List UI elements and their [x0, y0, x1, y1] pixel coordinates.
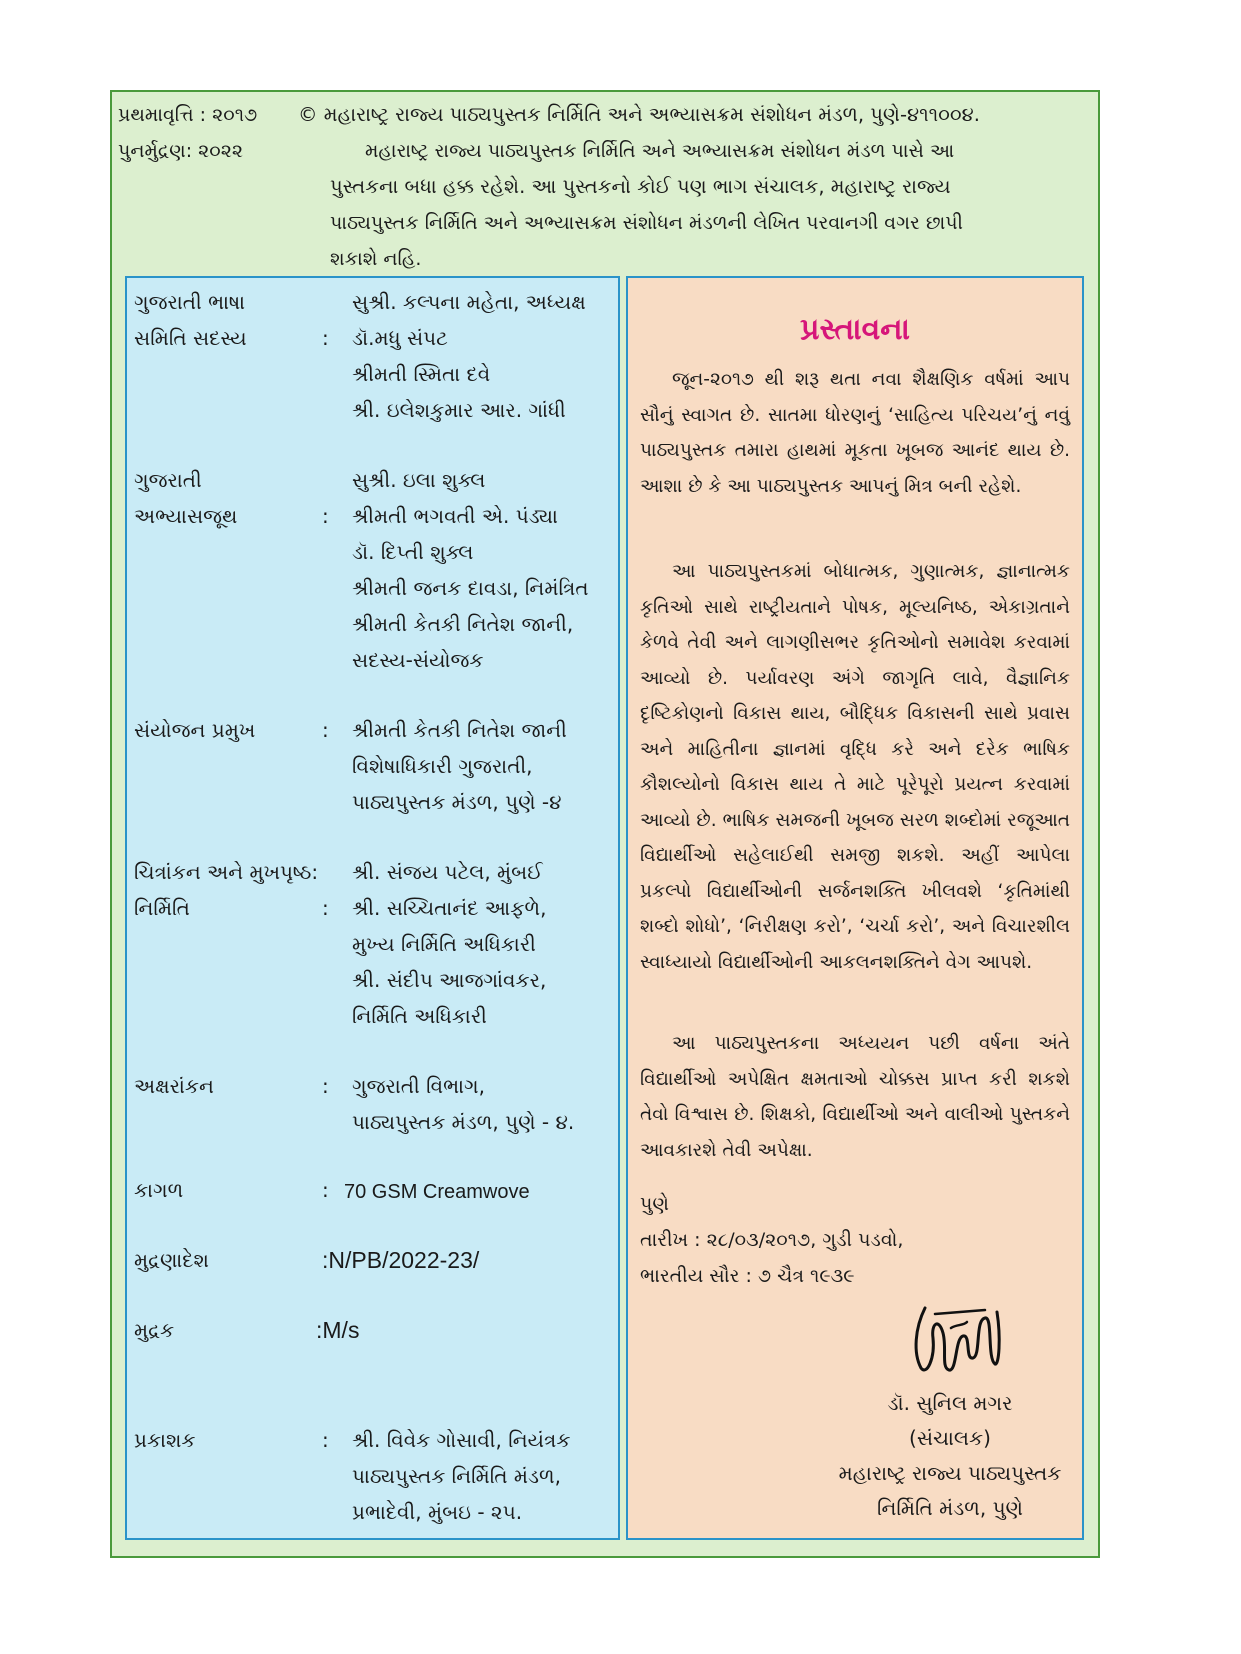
committee-member: શ્રીમતી સ્મિતા દવે [352, 362, 491, 386]
preface-title: પ્રસ્તાવના [800, 312, 910, 347]
typesetting-label: અક્ષરાંકન [134, 1074, 214, 1098]
committee-member: ડૉ.મધુ સંપટ [352, 326, 448, 350]
reprint-label: પુનર્મુદ્રણ: ૨૦૨૨ [118, 140, 244, 162]
signature-image [905, 1298, 1005, 1380]
illustration-label-1: ચિત્રાંકન અને મુખપૃષ્ઠ: [134, 860, 319, 884]
preface-place: પુણે [640, 1193, 669, 1215]
committee-label-1: ગુજરાતી ભાષા [134, 290, 246, 314]
study-group-label-2: અભ્યાસજૂથ [134, 504, 238, 528]
illustration-line: શ્રી. સચ્ચિતાનંદ આફળે, [352, 896, 547, 920]
signatory-role: (સંચાલક) [909, 1426, 991, 1450]
preface-saka-date: ભારતીય સૌર : ૭ ચૈત્ર ૧૯૩૯ [640, 1265, 855, 1287]
study-group-member: શ્રીમતી જનક દાવડા, નિમંત્રિત [352, 576, 589, 600]
typesetting-line: પાઠ્યપુસ્તક મંડળ, પુણે - ૪. [352, 1110, 575, 1134]
study-group-member: સદસ્ય-સંયોજક [352, 648, 484, 672]
preface-paragraph: આ પાઠ્યપુસ્તકમાં બોધાત્મક, ગુણાત્મક, જ્ઞાનાત્મક કૃતિઓ સાથે રાષ્ટ્રીયતાને પોષક, મૂલ્યનિષ્ઠ, એકાગ્રતાને કેળવે તેવી અને લાગણીસભર કૃતિઓનો સમાવેશ કરવામાં આવ્યો છે. પર્યાવરણ અંગે જાગૃતિ લાવે, વૈજ્ઞાનિક દૃષ્ટિકોણનો વિકાસ થાય, બૌદ્ધિક વિકાસની સાથે પ્રવાસ અને માહિતીના જ્ઞાનમાં વૃદ્ધિ કરે અને દરેક ભાષિક કૌશલ્યોનો વિકાસ થાય તે માટે પૂરેપૂરો પ્રયત્ન કરવામાં આવ્યો છે. ભાષિક સમજની ખૂબજ સરળ શબ્દોમાં રજૂઆત વિદ્યાર્થીઓ સહેલાઈથી સમજી શકશે. અહીં આપેલા પ્રકલ્પો વિદ્યાર્થીઓની સર્જનશક્તિ ખીલવશે ‘કૃતિમાંથી શબ્દો શોધો’, ‘નિરીક્ષણ કરો’, ‘ચર્ચા કરો’, અને વિચારશીલ સ્વાધ્યાયો વિદ્યાર્થીઓની આકલનશક્તિને વેગ આપશે. [640, 561, 1070, 973]
illustration-line: મુખ્ય નિર્મિતિ અધિકારી [352, 932, 536, 956]
rights-line-4: શકાશે નહિ. [330, 248, 422, 270]
illustration-line: શ્રી. સંજય પટેલ, મુંબઈ [352, 860, 543, 884]
study-group-member: સુશ્રી. ઇલા શુક્લ [352, 468, 486, 492]
study-group-label-1: ગુજરાતી [134, 468, 202, 492]
coordinator-label: સંયોજન પ્રમુખ [134, 718, 256, 742]
publisher-line: શ્રી. વિવેક ગોસાવી, નિયંત્રક [352, 1428, 571, 1452]
publisher-line: પાઠ્યપુસ્તક નિર્મિતિ મંડળ, [352, 1464, 561, 1488]
publisher-line: પ્રભાદેવી, મુંબઇ - ૨૫. [352, 1500, 523, 1524]
rights-line-2: પુસ્તકના બધા હક્ક રહેશે. આ પુસ્તકનો કોઈ પણ ભાગ સંચાલક, મહારાષ્ટ્ર રાજ્ય [330, 175, 951, 198]
colon: : [322, 896, 329, 920]
printer-value: :M/s [316, 1317, 360, 1343]
printer-label: મુદ્રક [134, 1318, 175, 1342]
rights-line-3: પાઠ્યપુસ્તક નિર્મિતિ અને અભ્યાસક્રમ સંશોધન મંડળની લેખિત પરવાનગી વગર છાપી [330, 212, 963, 234]
study-group-member: શ્રીમતી કેતકી નિતેશ જાની, [352, 612, 574, 636]
coordinator-line: પાઠ્યપુસ્તક મંડળ, પુણે -૪ [352, 790, 562, 814]
colon: : [322, 718, 329, 742]
paper-value: 70 GSM Creamwove [344, 1181, 530, 1203]
preface-paragraph: જૂન-૨૦૧૭ થી શરૂ થતા નવા શૈક્ષણિક વર્ષમાં આપ સૌનું સ્વાગત છે. સાતમા ધોરણનું ‘સાહિત્ય પરિચય’નું નવું પાઠ્યપુસ્તક તમારા હાથમાં મૂકતા ખૂબજ આનંદ થાય છે. આશા છે કે આ પાઠ્યપુસ્તક આપનું મિત્ર બની રહેશે. [640, 369, 1070, 497]
copyright-text: © મહારાષ્ટ્ર રાજ્ય પાઠ્યપુસ્તક નિર્મિતિ અને અભ્યાસક્રમ સંશોધન મંડળ, પુણે-૪૧૧૦૦૪. [298, 103, 980, 126]
illustration-label-2: નિર્મિતિ [134, 896, 190, 920]
coordinator-line: શ્રીમતી કેતકી નિતેશ જાની [352, 718, 567, 742]
print-order-label: મુદ્રણાદેશ [134, 1248, 209, 1272]
rights-line-1: મહારાષ્ટ્ર રાજ્ય પાઠ્યપુસ્તક નિર્મિતિ અને અભ્યાસક્રમ સંશોધન મંડળ પાસે આ [365, 140, 955, 162]
study-group-member: શ્રીમતી ભગવતી એ. પંડ્યા [352, 504, 558, 528]
print-order-value: :N/PB/2022-23/ [322, 1247, 480, 1273]
signatory-name: ડૉ. સુનિલ મગર [887, 1391, 1013, 1415]
edition-label: પ્રથમાવૃત્તિ : ૨૦૧૭ [118, 104, 258, 126]
committee-member: સુશ્રી. કલ્પના મહેતા, અધ્યક્ષ [352, 290, 586, 314]
signatory-org-1: મહારાષ્ટ્ર રાજ્ય પાઠ્યપુસ્તક [838, 1461, 1062, 1485]
typesetting-line: ગુજરાતી વિભાગ, [352, 1074, 485, 1098]
colon: : [322, 1428, 329, 1452]
colon: : [322, 504, 329, 528]
publisher-label: પ્રકાશક [134, 1428, 196, 1452]
committee-member: શ્રી. ઇલેશકુમાર આર. ગાંધી [352, 398, 566, 422]
coordinator-line: વિશેષાધિકારી ગુજરાતી, [352, 754, 533, 778]
study-group-member: ડૉ. દિપ્તી શુક્લ [352, 540, 474, 564]
signatory-org-2: નિર્મિતિ મંડળ, પુણે [876, 1496, 1024, 1520]
illustration-line: શ્રી. સંદીપ આજગાંવકર, [352, 968, 547, 992]
illustration-line: નિર્મિતિ અધિકારી [352, 1004, 487, 1028]
colon: : [322, 1074, 329, 1098]
colon: : [322, 326, 329, 350]
paper-label: કાગળ [134, 1178, 184, 1202]
committee-label-2: સમિતિ સદસ્ય [134, 326, 247, 350]
preface-paragraph: આ પાઠ્યપુસ્તકના અધ્યયન પછી વર્ષના અંતે વિદ્યાર્થીઓ અપેક્ષિત ક્ષમતાઓ ચોક્કસ પ્રાપ્ત કરી શકશે તેવો વિશ્વાસ છે. શિક્ષકો, વિદ્યાર્થીઓ અને વાલીઓ પુસ્તકને આવકારશે તેવી અપેક્ષા. [640, 1033, 1070, 1161]
colon: : [322, 1178, 329, 1202]
preface-date: તારીખ : ૨૮/૦૩/૨૦૧૭, ગુડી પડવો, [640, 1229, 904, 1251]
